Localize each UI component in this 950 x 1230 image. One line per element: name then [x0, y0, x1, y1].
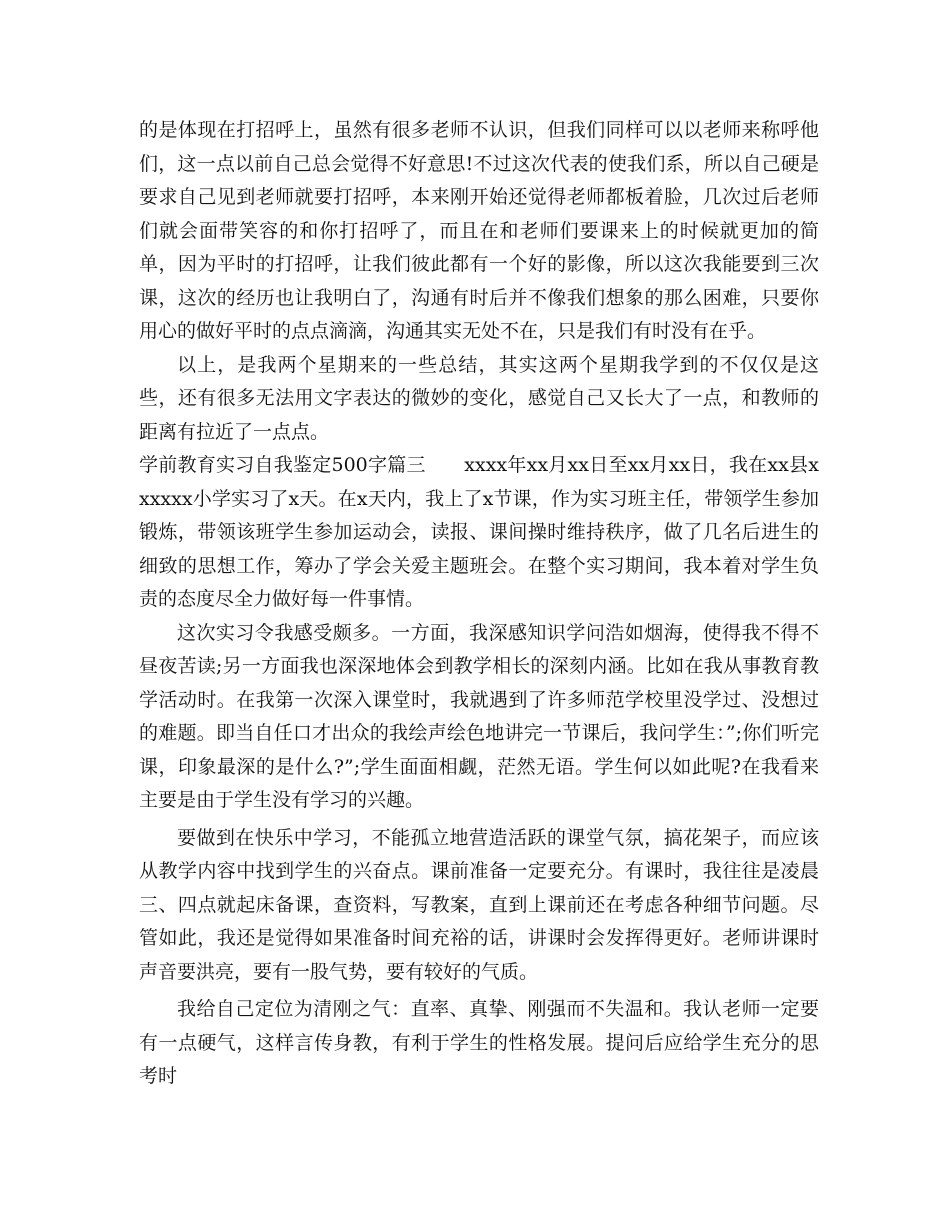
paragraph-summary: 以上，是我两个星期来的一些总结，其实这两个星期我学到的不仅仅是这些，还有很多无法用文字表达的微妙的变化，感觉自己又长大了一点，和教师的距离有拉近了一点点。: [139, 353, 819, 443]
paragraph-continuation: 的是体现在打招呼上，虽然有很多老师不认识，但我们同样可以以老师来称呼他们，这一点以前自己总会觉得不好意思!不过这次代表的使我们系，所以自己硬是要求自己见到老师就要打招呼，本来刚开始还觉得老师都板着脸，几次过后老师们就会面带笑容的和你打招呼了，而且在和老师们要课来上的时候就更加的简单，因为平时的打招呼，让我们彼此都有一个好的影像，所以这次我能要到三次课，这次的经历也让我明白了，沟通有时后并不像我们想象的那么困难，只要你用心的做好平时的点点滴滴，沟通其实无处不在，只是我们有时没有在乎。: [139, 119, 819, 342]
paragraph-section-three-intro: 学前教育实习自我鉴定500字篇三 xxxx年xx月xx日至xx月xx日，我在xx县xxxxxx小学实习了x天。在x天内，我上了x节课，作为实习班主任，带领学生参加锻炼，带领该班学生参加运动会，读报、课间操时维持秩序，做了几名后进生的细致的思想工作，筹办了学会关爱主题班会。在整个实习期间，我本着对学生负责的态度尽全力做好每一件事情。: [139, 454, 819, 610]
paragraph-feelings: 这次实习令我感受颇多。一方面，我深感知识学问浩如烟海，使得我不得不昼夜苦读;另一方面我也深深地体会到教学相长的深刻内涵。比如在我从事教育教学活动时。在我第一次深入课堂时，我就遇到了许多师范学校里没学过、没想过的难题。即当自任口才出众的我绘声绘色地讲完一节课后，我问学生：”;你们听完课，印象最深的是什么?”;学生面面相觑，茫然无语。学生何以如此呢?在我看来主要是由于学生没有学习的兴趣。: [139, 621, 819, 811]
paragraph-self-positioning: 我给自己定位为清刚之气：直率、真挚、刚强而不失温和。我认老师一定要有一点硬气，这样言传身教，有利于学生的性格发展。提问后应给学生充分的思考时: [139, 998, 819, 1087]
document-body: [139, 114, 819, 1094]
paragraph-happy-learning: 要做到在快乐中学习，不能孤立地营造活跃的课堂气氛，搞花架子，而应该从教学内容中找到学生的兴奋点。课前准备一定要充分。有课时，我往往是凌晨三、四点就起床备课，查资料，写教案，直到上课前还在考虑各种细节问题。尽管如此，我还是觉得如果准备时间充裕的话，讲课时会发挥得更好。老师讲课时声音要洪亮，要有一股气势，要有较好的气质。: [139, 826, 819, 983]
